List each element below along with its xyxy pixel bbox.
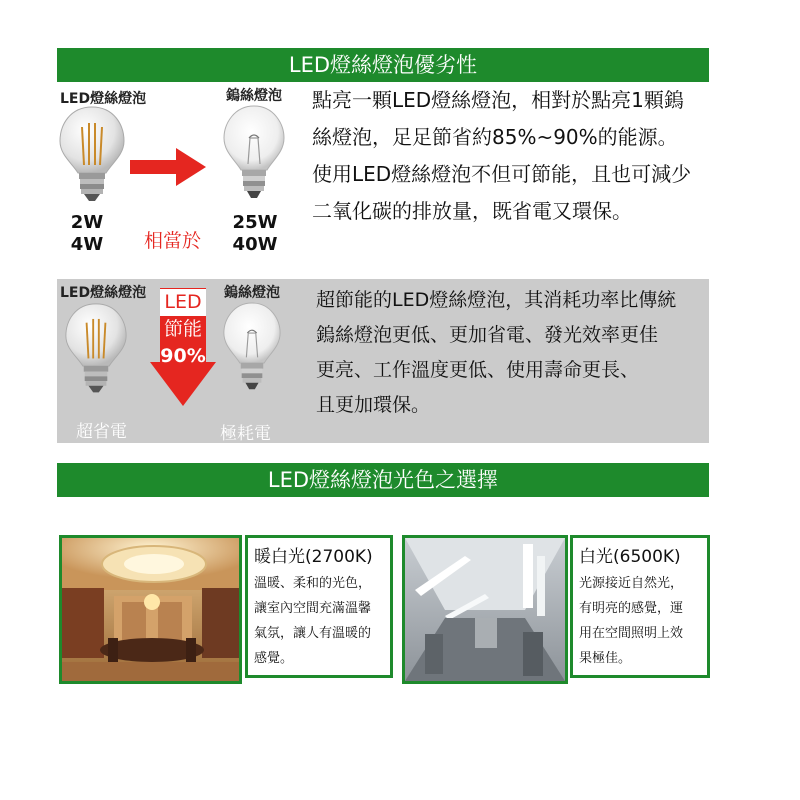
warm-light-line: 溫暖、柔和的光色， — [254, 576, 372, 591]
tungsten-wattage-low: 25W — [232, 212, 278, 233]
led-wattage-high: 4W — [70, 234, 104, 255]
led-filament-bulb-icon — [58, 105, 126, 207]
led-bulb-label: LED燈絲燈泡 — [60, 285, 147, 301]
white-light-line: 用在空間照明上效 — [579, 626, 684, 641]
efficiency-paragraph — [316, 283, 676, 423]
led-wattage-low: 2W — [70, 212, 104, 233]
led-wattage — [70, 212, 104, 256]
saving-arrow-text — [150, 289, 216, 370]
tungsten-bulb-icon — [222, 104, 286, 204]
paragraph-line: 鎢絲燈泡更低、更加省電、發光效率更佳 — [316, 324, 659, 346]
led-bulb-label: LED燈絲燈泡 — [60, 91, 147, 107]
led-caption: 超省電 — [76, 422, 127, 442]
led-filament-bulb-icon — [64, 300, 128, 400]
tungsten-bulb-icon — [222, 300, 282, 396]
paragraph-line: 且更加環保。 — [316, 394, 431, 416]
paragraph-line: 使用LED燈絲燈泡不但可節能，且也可減少 — [312, 162, 692, 186]
energy-saving-paragraph — [312, 82, 691, 230]
section-banner-light-color: LED燈絲燈泡光色之選擇 — [57, 463, 709, 497]
paragraph-line: 二氧化碳的排放量，既省電又環保。 — [312, 199, 632, 223]
paragraph-line: 點亮一顆LED燈絲燈泡，相對於點亮1顆鎢 — [312, 88, 684, 112]
dining-room-image — [62, 538, 239, 681]
warm-light-room-photo — [59, 535, 242, 684]
warm-light-description — [245, 535, 393, 678]
arrow-saving-text: 節能 — [163, 318, 202, 340]
white-light-description — [570, 535, 710, 678]
white-light-line: 果極佳。 — [579, 651, 632, 666]
warm-light-line: 讓室內空間充滿溫馨 — [254, 601, 372, 616]
white-light-room-photo — [402, 535, 568, 684]
office-corridor-image — [405, 538, 565, 681]
paragraph-line: 絲燈泡，足足節省約85%~90%的能源。 — [312, 125, 678, 149]
white-light-line: 光源接近自然光， — [579, 576, 684, 591]
tungsten-wattage — [232, 212, 278, 256]
white-light-line: 有明亮的感覺，運 — [579, 601, 684, 616]
arrow-percent-text: 90% — [160, 345, 206, 367]
warm-light-title: 暖白光(2700K) — [254, 547, 373, 567]
white-light-title: 白光(6500K) — [579, 547, 681, 567]
tungsten-bulb-label: 鎢絲燈泡 — [224, 285, 280, 301]
tungsten-caption: 極耗電 — [220, 424, 271, 444]
warm-light-line: 感覺。 — [254, 651, 294, 666]
red-right-arrow-icon — [130, 148, 206, 186]
equivalent-label: 相當於 — [144, 230, 202, 252]
arrow-led-text: LED — [160, 289, 206, 316]
section-banner-pros-cons: LED燈絲燈泡優劣性 — [57, 48, 709, 82]
warm-light-line: 氣氛，讓人有溫暖的 — [254, 626, 372, 641]
paragraph-line: 超節能的LED燈絲燈泡，其消耗功率比傳統 — [316, 289, 677, 311]
tungsten-wattage-high: 40W — [232, 234, 278, 255]
tungsten-bulb-label: 鎢絲燈泡 — [226, 88, 282, 104]
paragraph-line: 更亮、工作溫度更低、使用壽命更長、 — [316, 359, 640, 381]
